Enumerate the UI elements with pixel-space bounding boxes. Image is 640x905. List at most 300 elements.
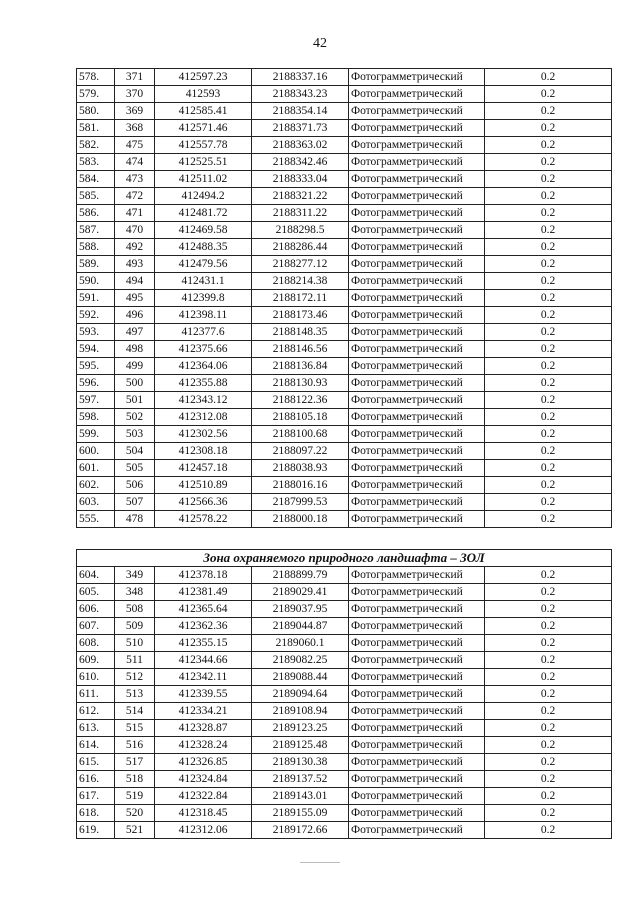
- coordinate-y-cell: 2188298.5: [252, 222, 349, 239]
- method-cell: Фотограмметрический: [349, 171, 485, 188]
- coordinate-x-cell: 412510.89: [155, 477, 252, 494]
- point-number-cell: 506: [115, 477, 155, 494]
- method-cell: Фотограмметрический: [349, 256, 485, 273]
- accuracy-cell: 0.2: [485, 409, 612, 426]
- table-row: [77, 239, 612, 256]
- page-number: 42: [313, 36, 327, 51]
- point-number-cell: 503: [115, 426, 155, 443]
- coordinate-x-cell: 412312.06: [155, 822, 252, 839]
- coordinate-y-cell: 2188146.56: [252, 341, 349, 358]
- coordinate-y-cell: 2188105.18: [252, 409, 349, 426]
- coordinate-x-cell: 412377.6: [155, 324, 252, 341]
- point-number-cell: 368: [115, 120, 155, 137]
- point-number-cell: 500: [115, 375, 155, 392]
- table-row: [77, 69, 612, 86]
- table-row: [77, 120, 612, 137]
- accuracy-cell: 0.2: [485, 720, 612, 737]
- accuracy-cell: 0.2: [485, 290, 612, 307]
- accuracy-cell: 0.2: [485, 86, 612, 103]
- row-number-cell: 607.: [77, 618, 115, 635]
- coordinate-x-cell: 412469.58: [155, 222, 252, 239]
- coordinate-x-cell: 412324.84: [155, 771, 252, 788]
- point-number-cell: 497: [115, 324, 155, 341]
- point-number-cell: 472: [115, 188, 155, 205]
- method-cell: Фотограмметрический: [349, 205, 485, 222]
- table-row: [77, 222, 612, 239]
- row-number-cell: 593.: [77, 324, 115, 341]
- accuracy-cell: 0.2: [485, 771, 612, 788]
- row-number-cell: 584.: [77, 171, 115, 188]
- coordinate-x-cell: 412597.23: [155, 69, 252, 86]
- coordinate-x-cell: 412328.87: [155, 720, 252, 737]
- row-number-cell: 555.: [77, 511, 115, 528]
- table-row: [77, 460, 612, 477]
- row-number-cell: 594.: [77, 341, 115, 358]
- coordinate-x-cell: 412398.11: [155, 307, 252, 324]
- coordinate-x-cell: 412557.78: [155, 137, 252, 154]
- method-cell: Фотограмметрический: [349, 771, 485, 788]
- table-row: [77, 392, 612, 409]
- point-number-cell: 493: [115, 256, 155, 273]
- point-number-cell: 521: [115, 822, 155, 839]
- coordinate-y-cell: 2188277.12: [252, 256, 349, 273]
- method-cell: Фотограмметрический: [349, 686, 485, 703]
- point-number-cell: 520: [115, 805, 155, 822]
- coordinate-y-cell: 2189044.87: [252, 618, 349, 635]
- method-cell: Фотограмметрический: [349, 188, 485, 205]
- coordinates-table-1-body: [77, 69, 612, 528]
- accuracy-cell: 0.2: [485, 737, 612, 754]
- table-row: [77, 669, 612, 686]
- coordinate-x-cell: 412302.56: [155, 426, 252, 443]
- table-row: [77, 290, 612, 307]
- table-row: [77, 584, 612, 601]
- accuracy-cell: 0.2: [485, 358, 612, 375]
- table-row: [77, 256, 612, 273]
- table-row: [77, 720, 612, 737]
- accuracy-cell: 0.2: [485, 256, 612, 273]
- coordinate-x-cell: 412511.02: [155, 171, 252, 188]
- point-number-cell: 471: [115, 205, 155, 222]
- method-cell: Фотограмметрический: [349, 324, 485, 341]
- method-cell: Фотограмметрический: [349, 635, 485, 652]
- table-row: [77, 686, 612, 703]
- point-number-cell: 510: [115, 635, 155, 652]
- method-cell: Фотограмметрический: [349, 737, 485, 754]
- coordinate-y-cell: 2189172.66: [252, 822, 349, 839]
- point-number-cell: 504: [115, 443, 155, 460]
- method-cell: Фотограмметрический: [349, 822, 485, 839]
- method-cell: Фотограмметрический: [349, 805, 485, 822]
- row-number-cell: 579.: [77, 86, 115, 103]
- table-row: [77, 188, 612, 205]
- coordinate-y-cell: 2189029.41: [252, 584, 349, 601]
- method-cell: Фотограмметрический: [349, 494, 485, 511]
- row-number-cell: 585.: [77, 188, 115, 205]
- table-row: [77, 635, 612, 652]
- table-row: [77, 409, 612, 426]
- accuracy-cell: 0.2: [485, 154, 612, 171]
- row-number-cell: 608.: [77, 635, 115, 652]
- row-number-cell: 611.: [77, 686, 115, 703]
- coordinate-y-cell: 2188286.44: [252, 239, 349, 256]
- row-number-cell: 578.: [77, 69, 115, 86]
- coordinate-y-cell: 2189125.48: [252, 737, 349, 754]
- method-cell: Фотограмметрический: [349, 358, 485, 375]
- table-row: [77, 154, 612, 171]
- coordinate-y-cell: 2188343.23: [252, 86, 349, 103]
- method-cell: Фотограмметрический: [349, 460, 485, 477]
- point-number-cell: 475: [115, 137, 155, 154]
- table-row: [77, 494, 612, 511]
- coordinate-x-cell: 412431.1: [155, 273, 252, 290]
- coordinate-y-cell: 2188000.18: [252, 511, 349, 528]
- coordinate-y-cell: 2188038.93: [252, 460, 349, 477]
- coordinate-y-cell: 2188337.16: [252, 69, 349, 86]
- accuracy-cell: 0.2: [485, 805, 612, 822]
- row-number-cell: 606.: [77, 601, 115, 618]
- point-number-cell: 508: [115, 601, 155, 618]
- coordinate-y-cell: 2189082.25: [252, 652, 349, 669]
- row-number-cell: 604.: [77, 567, 115, 584]
- coordinate-y-cell: 2189060.1: [252, 635, 349, 652]
- method-cell: Фотограмметрический: [349, 222, 485, 239]
- table-row: [77, 737, 612, 754]
- row-number-cell: 587.: [77, 222, 115, 239]
- row-number-cell: 597.: [77, 392, 115, 409]
- accuracy-cell: 0.2: [485, 222, 612, 239]
- table-row: [77, 788, 612, 805]
- point-number-cell: 509: [115, 618, 155, 635]
- point-number-cell: 371: [115, 69, 155, 86]
- row-number-cell: 614.: [77, 737, 115, 754]
- accuracy-cell: 0.2: [485, 567, 612, 584]
- coordinate-x-cell: 412355.15: [155, 635, 252, 652]
- accuracy-cell: 0.2: [485, 375, 612, 392]
- accuracy-cell: 0.2: [485, 788, 612, 805]
- accuracy-cell: 0.2: [485, 822, 612, 839]
- coordinate-x-cell: 412571.46: [155, 120, 252, 137]
- row-number-cell: 605.: [77, 584, 115, 601]
- row-number-cell: 598.: [77, 409, 115, 426]
- coordinate-x-cell: 412308.18: [155, 443, 252, 460]
- coordinate-x-cell: 412339.55: [155, 686, 252, 703]
- table-row: [77, 171, 612, 188]
- row-number-cell: 582.: [77, 137, 115, 154]
- accuracy-cell: 0.2: [485, 511, 612, 528]
- table-row: [77, 511, 612, 528]
- table-row: [77, 307, 612, 324]
- coordinate-x-cell: 412399.8: [155, 290, 252, 307]
- point-number-cell: 515: [115, 720, 155, 737]
- point-number-cell: 473: [115, 171, 155, 188]
- coordinate-x-cell: 412322.84: [155, 788, 252, 805]
- row-number-cell: 596.: [77, 375, 115, 392]
- coordinates-table-2: [76, 549, 612, 839]
- point-number-cell: 507: [115, 494, 155, 511]
- coordinate-x-cell: 412375.66: [155, 341, 252, 358]
- point-number-cell: 513: [115, 686, 155, 703]
- accuracy-cell: 0.2: [485, 460, 612, 477]
- row-number-cell: 612.: [77, 703, 115, 720]
- point-number-cell: 494: [115, 273, 155, 290]
- footer-divider: [300, 862, 340, 863]
- row-number-cell: 603.: [77, 494, 115, 511]
- point-number-cell: 505: [115, 460, 155, 477]
- accuracy-cell: 0.2: [485, 324, 612, 341]
- point-number-cell: 516: [115, 737, 155, 754]
- coordinate-y-cell: 2188148.35: [252, 324, 349, 341]
- coordinate-y-cell: 2189094.64: [252, 686, 349, 703]
- row-number-cell: 588.: [77, 239, 115, 256]
- coordinate-y-cell: 2189130.38: [252, 754, 349, 771]
- method-cell: Фотограмметрический: [349, 584, 485, 601]
- coordinates-table-2-body: [77, 550, 612, 839]
- point-number-cell: 512: [115, 669, 155, 686]
- coordinate-x-cell: 412488.35: [155, 239, 252, 256]
- method-cell: Фотограмметрический: [349, 290, 485, 307]
- coordinate-y-cell: 2188097.22: [252, 443, 349, 460]
- method-cell: Фотограмметрический: [349, 669, 485, 686]
- point-number-cell: 349: [115, 567, 155, 584]
- row-number-cell: 609.: [77, 652, 115, 669]
- table-row: [77, 567, 612, 584]
- coordinate-x-cell: 412593: [155, 86, 252, 103]
- coordinate-x-cell: 412326.85: [155, 754, 252, 771]
- coordinate-y-cell: 2189123.25: [252, 720, 349, 737]
- coordinate-x-cell: 412365.64: [155, 601, 252, 618]
- coordinate-x-cell: 412344.66: [155, 652, 252, 669]
- method-cell: Фотограмметрический: [349, 720, 485, 737]
- point-number-cell: 498: [115, 341, 155, 358]
- method-cell: Фотограмметрический: [349, 477, 485, 494]
- coordinate-y-cell: 2188363.02: [252, 137, 349, 154]
- row-number-cell: 591.: [77, 290, 115, 307]
- accuracy-cell: 0.2: [485, 477, 612, 494]
- accuracy-cell: 0.2: [485, 635, 612, 652]
- point-number-cell: 502: [115, 409, 155, 426]
- coordinate-x-cell: 412342.11: [155, 669, 252, 686]
- coordinate-x-cell: 412457.18: [155, 460, 252, 477]
- accuracy-cell: 0.2: [485, 392, 612, 409]
- table-row: [77, 273, 612, 290]
- coordinate-x-cell: 412525.51: [155, 154, 252, 171]
- row-number-cell: 599.: [77, 426, 115, 443]
- coordinate-y-cell: 2188122.36: [252, 392, 349, 409]
- coordinate-x-cell: 412364.06: [155, 358, 252, 375]
- row-number-cell: 583.: [77, 154, 115, 171]
- row-number-cell: 586.: [77, 205, 115, 222]
- method-cell: Фотограмметрический: [349, 120, 485, 137]
- table-row: [77, 205, 612, 222]
- accuracy-cell: 0.2: [485, 584, 612, 601]
- method-cell: Фотограмметрический: [349, 511, 485, 528]
- accuracy-cell: 0.2: [485, 205, 612, 222]
- table-row: [77, 618, 612, 635]
- table-row: [77, 86, 612, 103]
- method-cell: Фотограмметрический: [349, 788, 485, 805]
- point-number-cell: 501: [115, 392, 155, 409]
- coordinate-y-cell: 2189088.44: [252, 669, 349, 686]
- point-number-cell: 496: [115, 307, 155, 324]
- row-number-cell: 613.: [77, 720, 115, 737]
- row-number-cell: 592.: [77, 307, 115, 324]
- method-cell: Фотограмметрический: [349, 652, 485, 669]
- coordinate-y-cell: 2188371.73: [252, 120, 349, 137]
- point-number-cell: 511: [115, 652, 155, 669]
- row-number-cell: 618.: [77, 805, 115, 822]
- coordinate-y-cell: 2188214.38: [252, 273, 349, 290]
- table-row: [77, 703, 612, 720]
- coordinate-y-cell: 2189037.95: [252, 601, 349, 618]
- accuracy-cell: 0.2: [485, 669, 612, 686]
- method-cell: Фотограмметрический: [349, 307, 485, 324]
- method-cell: Фотограмметрический: [349, 754, 485, 771]
- coordinates-table-1: [76, 68, 612, 528]
- row-number-cell: 590.: [77, 273, 115, 290]
- table-row: [77, 341, 612, 358]
- table-row: [77, 477, 612, 494]
- point-number-cell: 474: [115, 154, 155, 171]
- accuracy-cell: 0.2: [485, 69, 612, 86]
- table-row: [77, 443, 612, 460]
- coordinate-y-cell: 2188100.68: [252, 426, 349, 443]
- table-row: [77, 754, 612, 771]
- row-number-cell: 615.: [77, 754, 115, 771]
- accuracy-cell: 0.2: [485, 703, 612, 720]
- point-number-cell: 370: [115, 86, 155, 103]
- coordinate-x-cell: 412578.22: [155, 511, 252, 528]
- table-row: [77, 771, 612, 788]
- coordinate-x-cell: 412566.36: [155, 494, 252, 511]
- coordinate-x-cell: 412479.56: [155, 256, 252, 273]
- table-row: [77, 103, 612, 120]
- accuracy-cell: 0.2: [485, 494, 612, 511]
- coordinate-x-cell: 412494.2: [155, 188, 252, 205]
- zone-title-row: [77, 550, 612, 567]
- method-cell: Фотограмметрический: [349, 137, 485, 154]
- coordinate-y-cell: 2188342.46: [252, 154, 349, 171]
- coordinate-y-cell: 2189155.09: [252, 805, 349, 822]
- point-number-cell: 478: [115, 511, 155, 528]
- point-number-cell: 519: [115, 788, 155, 805]
- coordinate-y-cell: 2188333.04: [252, 171, 349, 188]
- point-number-cell: 369: [115, 103, 155, 120]
- table-row: [77, 601, 612, 618]
- coordinate-x-cell: 412328.24: [155, 737, 252, 754]
- coordinate-y-cell: 2188016.16: [252, 477, 349, 494]
- coordinate-y-cell: 2188136.84: [252, 358, 349, 375]
- table-row: [77, 137, 612, 154]
- row-number-cell: 600.: [77, 443, 115, 460]
- point-number-cell: 517: [115, 754, 155, 771]
- row-number-cell: 617.: [77, 788, 115, 805]
- accuracy-cell: 0.2: [485, 341, 612, 358]
- coordinate-y-cell: 2188311.22: [252, 205, 349, 222]
- table-row: [77, 426, 612, 443]
- method-cell: Фотограмметрический: [349, 601, 485, 618]
- method-cell: Фотограмметрический: [349, 409, 485, 426]
- row-number-cell: 610.: [77, 669, 115, 686]
- coordinate-x-cell: 412334.21: [155, 703, 252, 720]
- accuracy-cell: 0.2: [485, 239, 612, 256]
- row-number-cell: 602.: [77, 477, 115, 494]
- method-cell: Фотограмметрический: [349, 69, 485, 86]
- method-cell: Фотограмметрический: [349, 426, 485, 443]
- coordinate-y-cell: 2187999.53: [252, 494, 349, 511]
- coordinate-y-cell: 2188321.22: [252, 188, 349, 205]
- coordinate-x-cell: 412378.18: [155, 567, 252, 584]
- coordinate-y-cell: 2189108.94: [252, 703, 349, 720]
- row-number-cell: 595.: [77, 358, 115, 375]
- accuracy-cell: 0.2: [485, 618, 612, 635]
- row-number-cell: 581.: [77, 120, 115, 137]
- accuracy-cell: 0.2: [485, 120, 612, 137]
- accuracy-cell: 0.2: [485, 754, 612, 771]
- zone-title: Зона охраняемого природного ландшафта – ЗОЛ: [77, 550, 612, 567]
- method-cell: Фотограмметрический: [349, 239, 485, 256]
- table-row: [77, 652, 612, 669]
- table-row: [77, 805, 612, 822]
- coordinate-x-cell: 412312.08: [155, 409, 252, 426]
- method-cell: Фотограмметрический: [349, 392, 485, 409]
- accuracy-cell: 0.2: [485, 273, 612, 290]
- coordinate-x-cell: 412318.45: [155, 805, 252, 822]
- method-cell: Фотограмметрический: [349, 341, 485, 358]
- accuracy-cell: 0.2: [485, 686, 612, 703]
- method-cell: Фотограмметрический: [349, 703, 485, 720]
- method-cell: Фотограмметрический: [349, 443, 485, 460]
- row-number-cell: 601.: [77, 460, 115, 477]
- row-number-cell: 619.: [77, 822, 115, 839]
- method-cell: Фотограмметрический: [349, 618, 485, 635]
- accuracy-cell: 0.2: [485, 137, 612, 154]
- coordinate-x-cell: 412362.36: [155, 618, 252, 635]
- accuracy-cell: 0.2: [485, 103, 612, 120]
- method-cell: Фотограмметрический: [349, 273, 485, 290]
- coordinate-x-cell: 412381.49: [155, 584, 252, 601]
- method-cell: Фотограмметрический: [349, 103, 485, 120]
- point-number-cell: 470: [115, 222, 155, 239]
- row-number-cell: 589.: [77, 256, 115, 273]
- coordinate-y-cell: 2188172.11: [252, 290, 349, 307]
- coordinate-x-cell: 412343.12: [155, 392, 252, 409]
- table-row: [77, 324, 612, 341]
- row-number-cell: 580.: [77, 103, 115, 120]
- coordinate-y-cell: 2188899.79: [252, 567, 349, 584]
- accuracy-cell: 0.2: [485, 443, 612, 460]
- coordinate-x-cell: 412481.72: [155, 205, 252, 222]
- table-row: [77, 375, 612, 392]
- method-cell: Фотограмметрический: [349, 86, 485, 103]
- point-number-cell: 518: [115, 771, 155, 788]
- table-row: [77, 358, 612, 375]
- method-cell: Фотограмметрический: [349, 567, 485, 584]
- coordinate-y-cell: 2188130.93: [252, 375, 349, 392]
- accuracy-cell: 0.2: [485, 601, 612, 618]
- accuracy-cell: 0.2: [485, 426, 612, 443]
- point-number-cell: 499: [115, 358, 155, 375]
- coordinate-x-cell: 412585.41: [155, 103, 252, 120]
- coordinate-y-cell: 2189137.52: [252, 771, 349, 788]
- point-number-cell: 492: [115, 239, 155, 256]
- row-number-cell: 616.: [77, 771, 115, 788]
- accuracy-cell: 0.2: [485, 171, 612, 188]
- method-cell: Фотограмметрический: [349, 375, 485, 392]
- point-number-cell: 514: [115, 703, 155, 720]
- accuracy-cell: 0.2: [485, 307, 612, 324]
- accuracy-cell: 0.2: [485, 188, 612, 205]
